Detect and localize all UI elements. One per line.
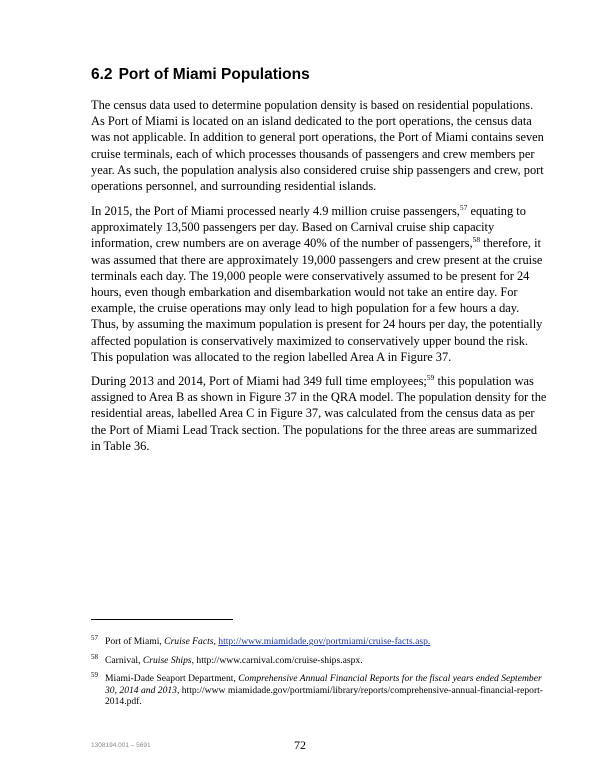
footnote-mark: 59 (91, 671, 98, 679)
footnote-text: , (213, 636, 219, 647)
paragraph-text: therefore, it was assumed that there are approximately 19,000 passengers and crew present at the cruise terminals each day. The 19,000 people were conservatively assumed to be present for 24 hours, even though embarkation and disembarkation would not take an entire day. For example, the cruise operations may only lead to high population for a few hours a day. Thus, by assuming the maximum population is present for 24 hours per day, the potentially affected population is conservatively maximized to conservatively upper bound the risk. This population was allocated to the region labelled Area A in Figure 37. (91, 236, 543, 364)
section-number: 6.2 (91, 66, 113, 83)
footnote-text: Port of Miami, (105, 636, 165, 647)
footnote-title: Cruise Ships (142, 655, 192, 666)
footnote-body (105, 655, 551, 667)
footnote-mark: 58 (91, 653, 98, 661)
footnote-text: , http://www miamidade.gov/portmiami/library/reports/comprehensive-annual-financial-report-2014.pdf. (105, 684, 544, 708)
paragraph-text: During 2013 and 2014, Port of Miami had 349 full time employees; (91, 374, 427, 388)
footnote-text: Miami-Dade Seaport Department, (105, 673, 239, 684)
footnote-ref-59: 59 (426, 372, 435, 382)
paragraph-employees (91, 373, 549, 454)
page-number: 72 (294, 738, 306, 752)
footnote-title: Comprehensive Annual Financial Reports for the fiscal years ended September 30, 2014 and 2013 (105, 673, 542, 696)
footnote-separator (91, 619, 233, 620)
document-number: 1308194.001 – 5691 (91, 742, 151, 749)
footnote-mark: 57 (91, 634, 98, 642)
footnote-ref-57: 57 (459, 202, 468, 212)
footnote-title: Cruise Facts (164, 636, 214, 647)
section-heading (91, 66, 310, 84)
paragraph-census: The census data used to determine population density is based on residential populations. As Port of Miami is located on an island dedicated to the port operations, the census data was not applicable. In addition to general port operations, the Port of Miami contains seven cruise terminals, each of which processes thousands of passengers and crew members per year. As such, the population analysis also considered cruise ship passengers and crew, port operations personnel, and surrounding residential islands. (91, 98, 544, 194)
cruise-facts-link[interactable]: http://www.miamidade.gov/portmiami/cruise-facts.asp. (218, 636, 431, 647)
footnote-ref-58: 58 (472, 235, 481, 245)
section-title: Port of Miami Populations (118, 66, 310, 83)
paragraph-text: this population was assigned to Area B as shown in Figure 37 in the QRA model. The population density for the residential areas, labelled Area C in Figure 37, was calculated from the census data as per the Port of Miami Lead Track section. The populations for the three areas are summarized in Table 36. (91, 374, 547, 453)
footnote-text: , http://www.carnival.com/cruise-ships.aspx. (191, 655, 363, 666)
paragraph-text: equating to approximately 13,500 passengers per day. Based on Carnival cruise ship capacity information, crew numbers are on average 40% of the number of passengers, (91, 204, 526, 251)
footnote-text: Carnival, (105, 655, 143, 666)
footnote-body (105, 673, 551, 708)
paragraph-text: In 2015, the Port of Miami processed nearly 4.9 million cruise passengers, (91, 204, 460, 218)
paragraph-cruise-passengers (91, 203, 549, 365)
footnote-body (105, 636, 551, 648)
